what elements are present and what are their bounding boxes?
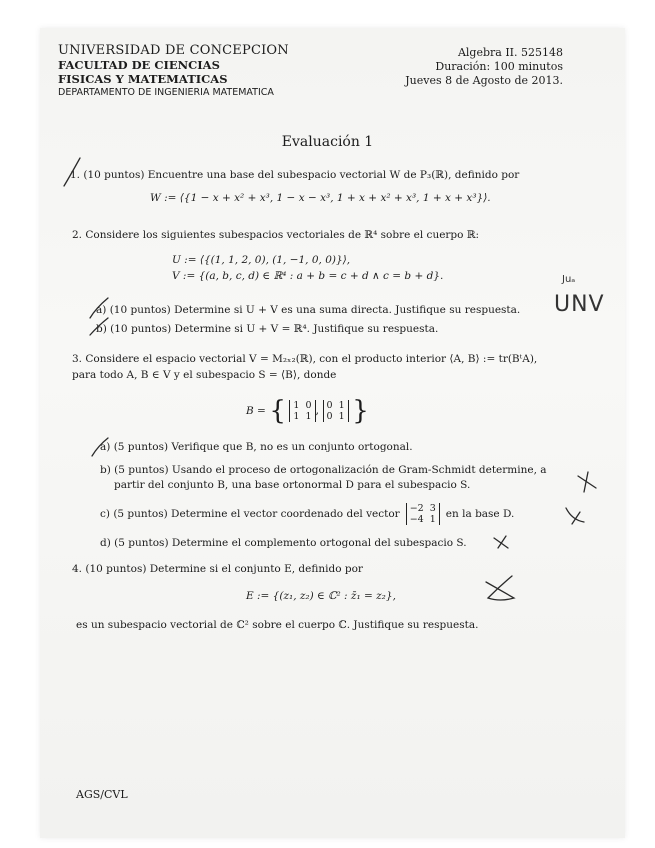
check-mark-q1	[64, 158, 80, 186]
vector-entry: −4	[409, 514, 424, 525]
handwritten-note-1: Juₐ	[562, 274, 576, 285]
question-4-formula: E := {(z₁, z₂) ∈ ℂ² : z̄₁ = z₂},	[246, 590, 396, 602]
matrix-2-entry: 0	[326, 411, 333, 422]
brace-close: }	[352, 396, 369, 426]
question-1-text: 1. (10 puntos) Encuentre una base del subespacio vectorial W de P₃(ℝ), definido por	[70, 169, 520, 181]
brace-open: {	[269, 396, 286, 426]
department-name: DEPARTAMENTO DE INGENIERIA MATEMATICA	[58, 87, 274, 98]
question-4-text: 4. (10 puntos) Determine si el conjunto E, definido por	[72, 563, 363, 575]
question-3a: a) (5 puntos) Verifique que B, no es un conjunto ortogonal.	[100, 441, 413, 453]
question-3c-text-2: en la base D.	[445, 508, 515, 520]
question-2a: a) (10 puntos) Determine si U + V es una suma directa. Justifique su respuesta.	[96, 304, 521, 316]
vector-entry: −2	[409, 503, 424, 514]
vector-entry: 1	[429, 514, 436, 525]
question-4-text-2: es un subespacio vectorial de ℂ² sobre el cuerpo ℂ. Justifique su respuesta.	[76, 619, 479, 631]
question-1-formula: W := ⟨{1 − x + x² + x³, 1 − x − x³, 1 + x + x² + x³, 1 + x + x³}⟩.	[150, 192, 491, 204]
university-name: UNIVERSIDAD DE CONCEPCION	[58, 43, 289, 58]
cross-mark-q4	[486, 576, 514, 600]
question-3-text-2: para todo A, B ∈ V y el subespacio S = ⟨B⟩, donde	[72, 369, 337, 381]
matrix-2-entry: 1	[338, 411, 345, 422]
question-3c-text-1: c) (5 puntos) Determine el vector coordenado del vector	[100, 508, 400, 520]
question-3b-line-2: partir del conjunto B, una base ortonormal D para el subespacio S.	[114, 479, 471, 491]
matrix-1-entry: 0	[305, 400, 312, 411]
check-mark-q2a	[90, 298, 108, 318]
question-2-text: 2. Considere los siguientes subespacios vectoriales de ℝ⁴ sobre el cuerpo ℝ:	[72, 229, 480, 241]
question-2b: b) (10 puntos) Determine si U + V = ℝ⁴. Justifique su respuesta.	[96, 323, 439, 335]
question-3b-line-1: b) (5 puntos) Usando el proceso de ortogonalización de Gram-Schmidt determine, a	[100, 464, 547, 476]
question-3d: d) (5 puntos) Determine el complemento ortogonal del subespacio S.	[100, 537, 467, 549]
matrix-1-entry: 1	[305, 411, 312, 422]
matrix-set-label: B =	[246, 405, 266, 417]
exam-date: Jueves 8 de Agosto de 2013.	[405, 74, 563, 87]
question-2-V: V := {(a, b, c, d) ∈ ℝ⁴ : a + b = c + d ∧ c = b + d}.	[172, 270, 444, 282]
matrix-1-entry: 1	[293, 400, 300, 411]
faculty-line-2: FISICAS Y MATEMATICAS	[58, 72, 228, 86]
matrix-2-entry: 0	[326, 400, 333, 411]
faculty-line-1: FACULTAD DE CIENCIAS	[58, 58, 220, 72]
check-mark-q3a	[92, 438, 108, 456]
course-name: Algebra II. 525148	[457, 46, 563, 59]
matrix-1-entry: 1	[293, 411, 300, 422]
exam-title: Evaluación 1	[281, 134, 374, 150]
matrix-2-entry: 1	[338, 400, 345, 411]
question-3-matrix-set: B = { 1 0 1 1 , 0 1 0 1 }	[246, 396, 369, 426]
handwritten-note-2: UNV	[554, 292, 605, 317]
question-3-text-1: 3. Considere el espacio vectorial V = M₂ₓ₂(ℝ), con el producto interior ⟨A, B⟩ := tr(BᵗA),	[72, 353, 538, 365]
author-initials: AGS/CVL	[76, 788, 128, 801]
question-2-U: U := ⟨{(1, 1, 2, 0), (1, −1, 0, 0)}⟩,	[172, 254, 351, 266]
vector-entry: 3	[429, 503, 436, 514]
exam-duration: Duración: 100 minutos	[435, 60, 563, 73]
check-mark-q2b	[90, 318, 108, 335]
